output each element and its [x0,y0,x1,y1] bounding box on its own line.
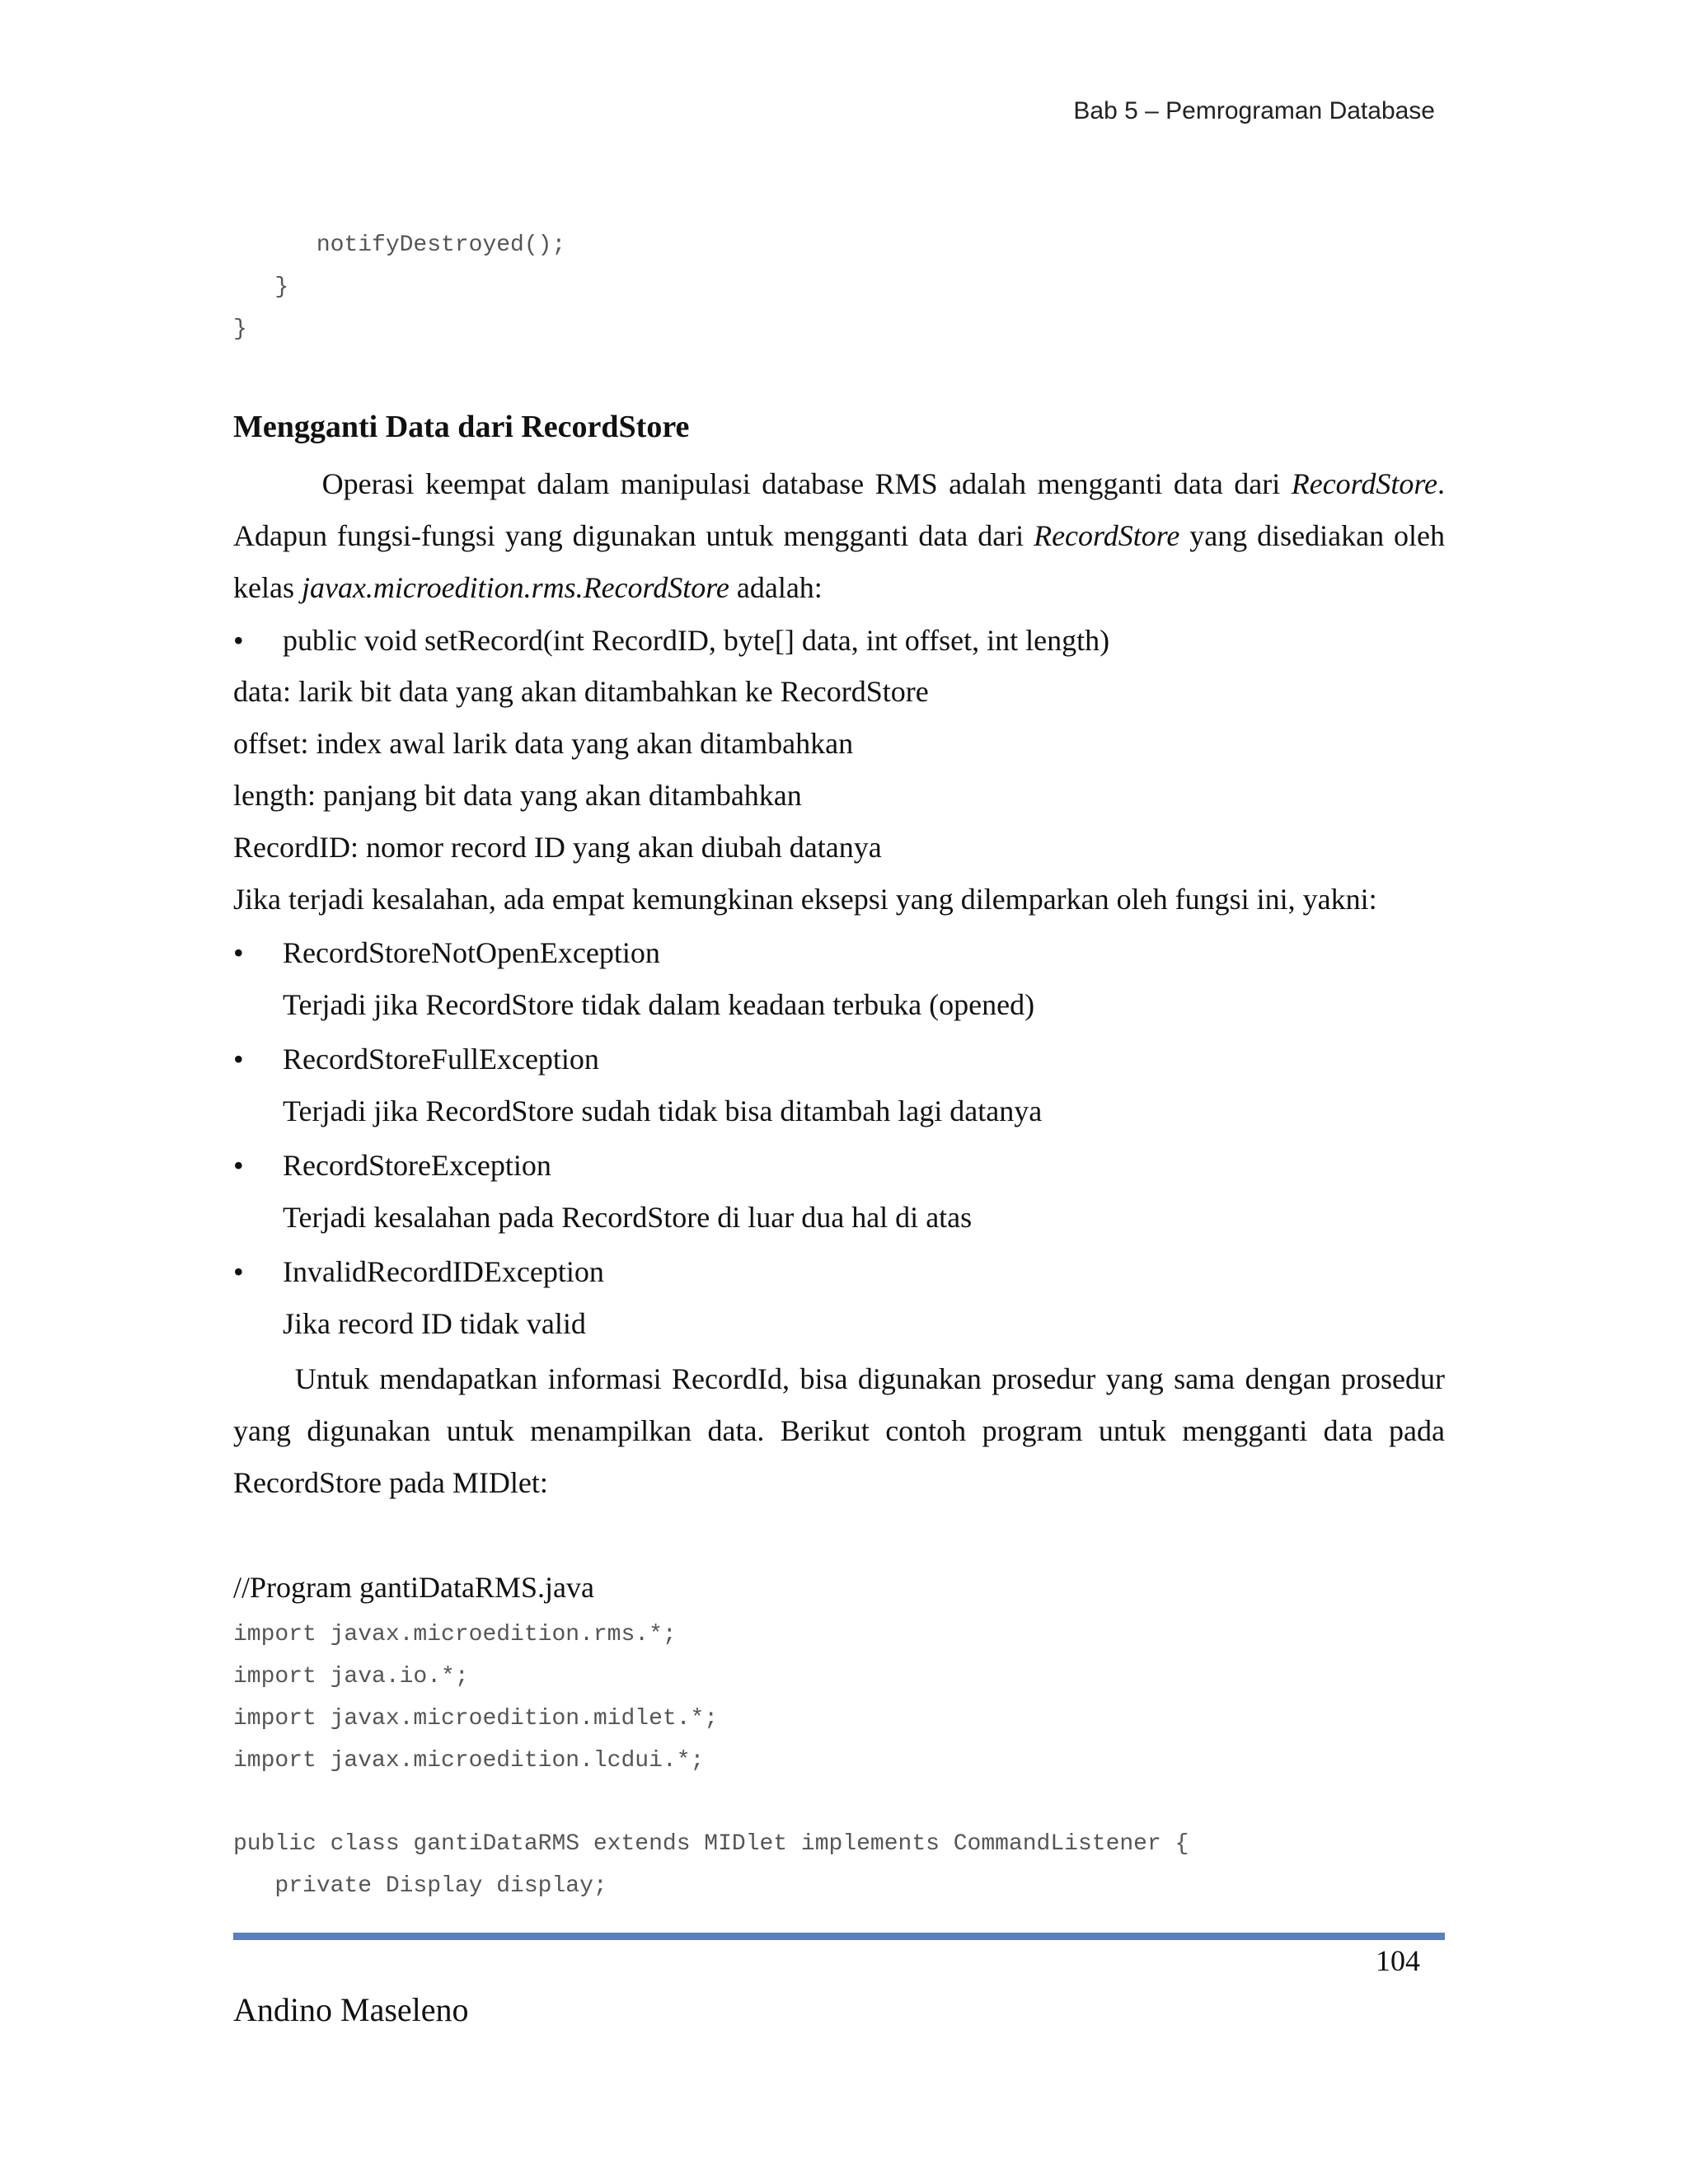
footer-rule [233,1933,1445,1940]
code-line: import javax.microedition.lcdui.*; [233,1748,705,1774]
paragraph-line: kelas javax.microedition.rms.RecordStore adalah: [233,571,823,604]
param-line: data: larik bit data yang akan ditambahkan ke RecordStore [233,675,929,708]
bullet-dot-icon: • [233,1255,244,1288]
program-comment: //Program gantiDataRMS.java [233,1571,594,1604]
running-header: Bab 5 – Pemrograman Database [1073,97,1435,124]
paragraph-line: Adapun fungsi-fungsi yang digunakan untuk mengganti data dari RecordStore yang disediakan oleh [233,519,1445,552]
param-line: RecordID: nomor record ID yang akan diubah datanya [233,831,882,864]
code-line: notifyDestroyed(); [233,232,566,258]
closing-paragraph [233,1353,1445,1509]
code-line: import javax.microedition.rms.*; [233,1622,677,1647]
page-number: 104 [1376,1944,1420,1977]
code-line: import java.io.*; [233,1664,469,1690]
exception-bullet: • RecordStoreFullException [233,1043,599,1076]
paragraph-line: RecordStore pada MIDlet: [233,1466,548,1499]
code-line: import javax.microedition.midlet.*; [233,1706,719,1732]
exception-bullet: • RecordStoreException [233,1149,551,1182]
param-line: length: panjang bit data yang akan ditambahkan [233,779,802,812]
section-heading: Mengganti Data dari RecordStore [233,410,690,444]
exception-description: Terjadi jika RecordStore sudah tidak bisa ditambah lagi datanya [283,1094,1043,1127]
bullet-dot-icon: • [233,624,244,657]
code-line: private Display display; [233,1873,607,1899]
bullet-dot-icon: • [233,1149,244,1182]
code-line: } [233,316,247,342]
param-line: offset: index awal larik data yang akan ditambahkan [233,727,854,760]
paragraph-line: Untuk mendapatkan informasi RecordId, bisa digunakan prosedur yang sama dengan prosedur [233,1362,1445,1395]
paragraph-line: Operasi keempat dalam manipulasi database RMS adalah mengganti data dari RecordStore. [233,467,1445,500]
paragraph-line: yang digunakan untuk menampilkan data. Berikut contoh program untuk mengganti data pada [233,1414,1445,1447]
param-line: Jika terjadi kesalahan, ada empat kemungkinan eksepsi yang dilemparkan oleh fungsi ini, yakni: [233,883,1377,916]
exception-description: Terjadi jika RecordStore tidak dalam keadaan terbuka (opened) [283,988,1035,1021]
exception-bullet: • RecordStoreNotOpenException [233,936,660,969]
exception-description: Jika record ID tidak valid [283,1307,586,1340]
bullet-dot-icon: • [233,936,244,969]
code-line: public class gantiDataRMS extends MIDlet implements CommandListener { [233,1831,1189,1857]
method-bullet: • public void setRecord(int RecordID, byte[] data, int offset, int length) [233,624,1110,657]
bullet-dot-icon: • [233,1043,244,1076]
intro-paragraph [233,458,1445,614]
code-line: } [233,274,289,300]
exception-bullet: • InvalidRecordIDException [233,1255,604,1288]
author-name: Andino Maseleno [233,1991,469,2028]
exception-description: Terjadi kesalahan pada RecordStore di luar dua hal di atas [283,1201,973,1234]
